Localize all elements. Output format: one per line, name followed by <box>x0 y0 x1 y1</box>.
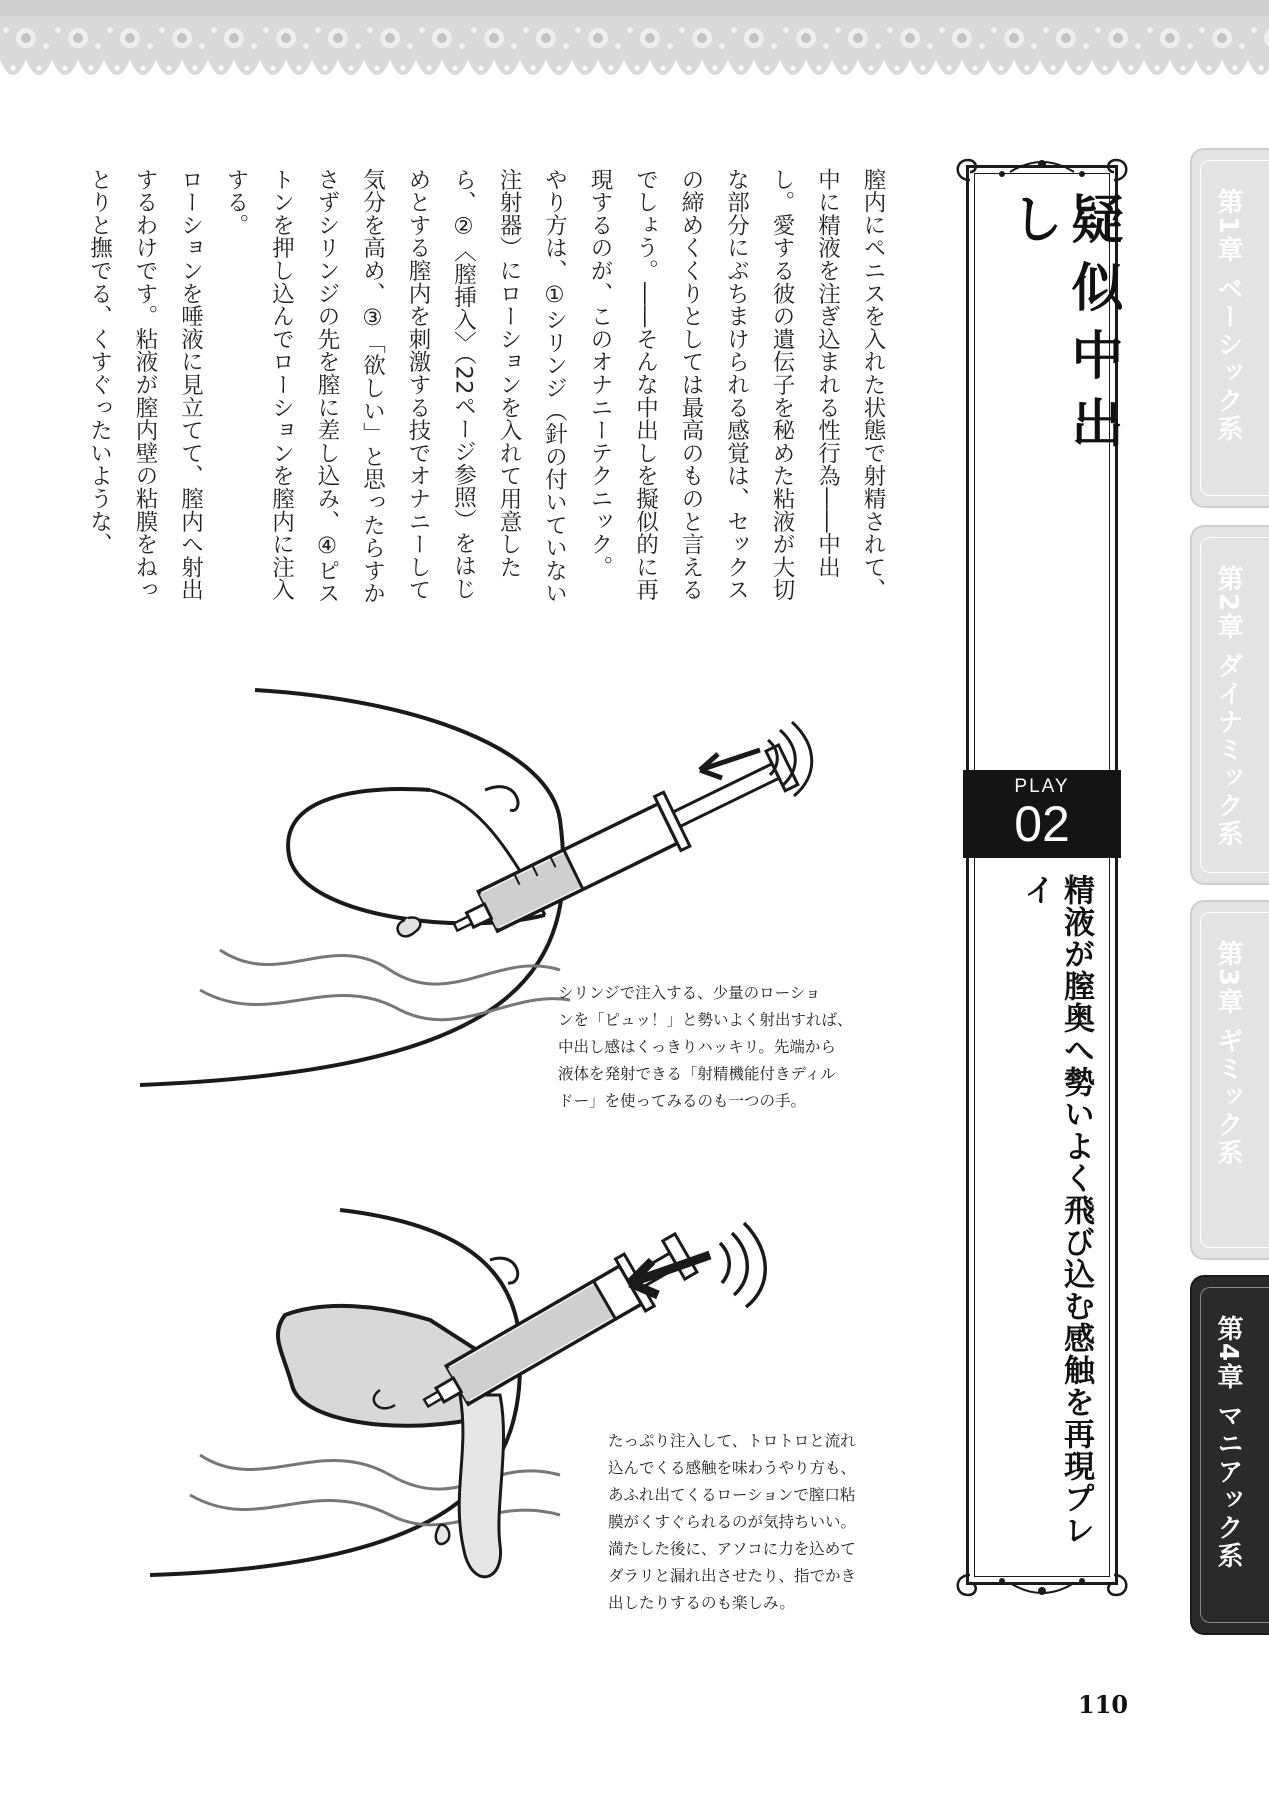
body-text <box>86 168 895 618</box>
ornament-bottom-icon <box>950 1565 1134 1605</box>
chapter-tab-label: 第1章 ベーシック系 <box>1213 188 1243 444</box>
caption-line: 満たした後に、アソコに力を込めて <box>608 1540 856 1558</box>
caption-line: シリンジで注入する、少量のローショ <box>558 984 821 1002</box>
lace-border <box>0 16 1269 96</box>
page-title: 疑似中出し <box>1002 192 1122 464</box>
caption-line: ダラリと漏れ出させたり、指でかき <box>608 1567 857 1585</box>
chapter-tab-3[interactable] <box>1190 900 1269 1260</box>
page-subtitle: 精液が膣奥へ勢いよく飛び込む感触を再現プレイ <box>1018 874 1094 1546</box>
chapter-tab-label: 第2章 ダイナミック系 <box>1213 565 1243 849</box>
caption-line: ドー」を使ってみるのも一つの手。 <box>558 1092 807 1110</box>
caption-line: たっぷり注入して、トロトロと流れ <box>608 1432 856 1450</box>
play-badge <box>963 770 1121 858</box>
caption-line: 液体を発射できる「射精機能付きディル <box>558 1065 836 1083</box>
top-band <box>0 0 1269 16</box>
caption-line: あふれ出てくるローションで膣口粘 <box>608 1486 856 1504</box>
play-label: PLAY <box>1014 776 1070 797</box>
chapter-tab-1[interactable] <box>1190 148 1269 508</box>
page-number: 110 <box>1078 1690 1129 1719</box>
body-paragraph-3: ローションを唾液に見立てて、膣内へ射出するわけです。粘液が膣内壁の粘膜をねっとりと撫でる、くすぐったいような、 <box>86 168 204 602</box>
chapter-tab-4[interactable] <box>1190 1275 1269 1635</box>
play-number: 02 <box>1014 796 1070 852</box>
chapter-tab-2[interactable] <box>1190 525 1269 885</box>
caption-bottom <box>608 1428 856 1617</box>
chapter-tab-label: 第3章 ギミック系 <box>1213 940 1243 1168</box>
caption-line: 膜がくすぐられるのが気持ちいい。 <box>608 1513 857 1531</box>
caption-line: 中出し感はくっきりハッキリ。先端から <box>558 1038 836 1056</box>
ornament-top-icon <box>950 150 1134 190</box>
caption-top <box>558 980 853 1115</box>
chapter-tab-label: 第4章 マニアック系 <box>1213 1315 1243 1571</box>
caption-line: 出したりするのも楽しみ。 <box>608 1594 795 1612</box>
body-paragraph-1: 膣内にペニスを入れた状態で射精されて、中に精液を注ぎ込まれる性行為――中出し。愛する彼の遺伝子を秘めた粘液が大切な部分にぶちまけられる感覚は、セックスの締めくくりとしては最高のものと言えるでしょう。――そんな中出しを擬似的に再現するのが、このオナニーテクニック。 <box>587 168 886 602</box>
body-paragraph-2: やり方は、①シリンジ（針の付いていない注射器）にローションを入れて用意したら、②〈膣挿入〉（22ページ参照）をはじめとする膣内を刺激する技でオナニーして気分を高め、③「欲しい」と思ったらすかさずシリンジの先を膣に差し込み、④ピストンを押し込んでローションを膣内に注入する。 <box>223 168 568 605</box>
caption-line: ンを「ピュッ！」と勢いよく射出すれば、 <box>558 1011 853 1029</box>
caption-line: 込んでくる感触を味わうやり方も、 <box>608 1459 857 1477</box>
